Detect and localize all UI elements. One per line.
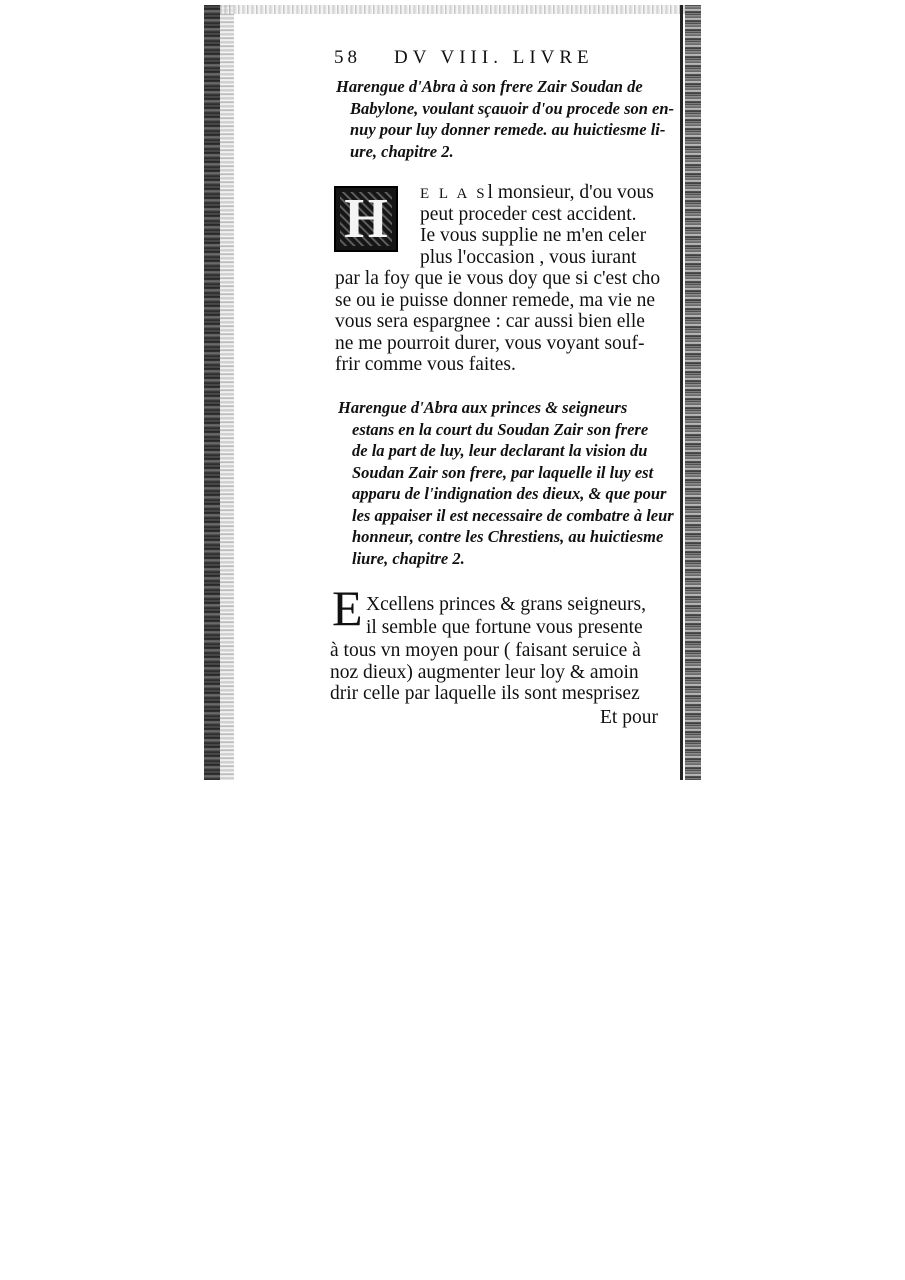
heading-line: honneur, contre les Chrestiens, au huictiesme xyxy=(352,527,664,546)
paragraph-line: vous sera espargnee : car aussi bien elle xyxy=(335,311,645,332)
paragraph-line: plus l'occasion , vous iurant xyxy=(420,246,637,268)
page-top-edge xyxy=(220,5,701,14)
paragraph-1-first-line xyxy=(420,182,654,206)
paragraph-line: drir celle par laquelle ils sont mesprisez xyxy=(330,683,640,704)
heading-line: liure, chapitre 2. xyxy=(352,548,465,568)
paragraph-1-indented xyxy=(420,204,646,269)
paragraph-line: Xcellens princes & grans seigneurs, xyxy=(366,594,646,615)
paragraph-line: l monsieur, d'ou vous xyxy=(487,182,654,203)
chapter-heading-2 xyxy=(338,397,674,569)
paragraph-line: frir comme vous faites. xyxy=(335,354,516,375)
paragraph-line: il semble que fortune vous presente xyxy=(366,617,643,638)
chapter-heading-1 xyxy=(336,76,674,162)
page-number: 58 xyxy=(334,47,361,68)
page-right-rule xyxy=(680,5,683,780)
heading-line: nuy pour luy donner remede. au huictiesme li- xyxy=(350,120,666,139)
drop-cap-letter: H xyxy=(344,188,388,250)
heading-line: Babylone, voulant sçauoir d'ou procede son en- xyxy=(350,98,675,118)
paragraph-line: ne me pourroit durer, vous voyant souf- xyxy=(335,332,645,354)
running-title: DV VIII. LIVRE xyxy=(394,47,594,68)
heading-line: ure, chapitre 2. xyxy=(350,141,454,161)
paragraph-2-body xyxy=(330,640,641,705)
page-binding-margin xyxy=(220,5,234,780)
paragraph-line: se ou ie puisse donner remede, ma vie ne xyxy=(335,289,656,311)
ornamental-drop-cap xyxy=(334,186,398,252)
paragraph-line: peut proceder cest accident. xyxy=(420,203,637,225)
paragraph-line: par la foy que ie vous doy que si c'est cho xyxy=(335,268,661,289)
first-word-caps: E L A S xyxy=(420,186,488,202)
heading-line: Harengue d'Abra à son frere Zair Soudan de xyxy=(336,77,643,96)
heading-line: Soudan Zair son frere, par laquelle il luy est xyxy=(352,462,654,482)
paragraph-line: noz dieux) augmenter leur loy & amoin xyxy=(330,661,639,683)
initial-letter: E xyxy=(332,580,363,636)
heading-line: apparu de l'indignation des dieux, & que pour xyxy=(352,484,667,503)
paragraph-2-first-line xyxy=(366,594,646,616)
heading-line: de la part de luy, leur declarant la vision du xyxy=(352,441,648,460)
catchword: Et pour xyxy=(600,707,658,728)
heading-line: Harengue d'Abra aux princes & seigneurs xyxy=(338,398,628,417)
paragraph-line: à tous vn moyen pour ( faisant seruice à xyxy=(330,640,641,661)
page-fore-edge xyxy=(685,5,701,780)
heading-line: les appaiser il est necessaire de combatre à leur xyxy=(352,505,674,525)
paragraph-2-second-line xyxy=(366,617,643,639)
running-header xyxy=(334,47,634,73)
paragraph-line: Ie vous supplie ne m'en celer xyxy=(420,225,647,246)
page-binding-shadow xyxy=(204,5,220,780)
heading-line: estans en la court du Soudan Zair son frere xyxy=(352,419,649,439)
paragraph-1-body xyxy=(335,268,660,376)
